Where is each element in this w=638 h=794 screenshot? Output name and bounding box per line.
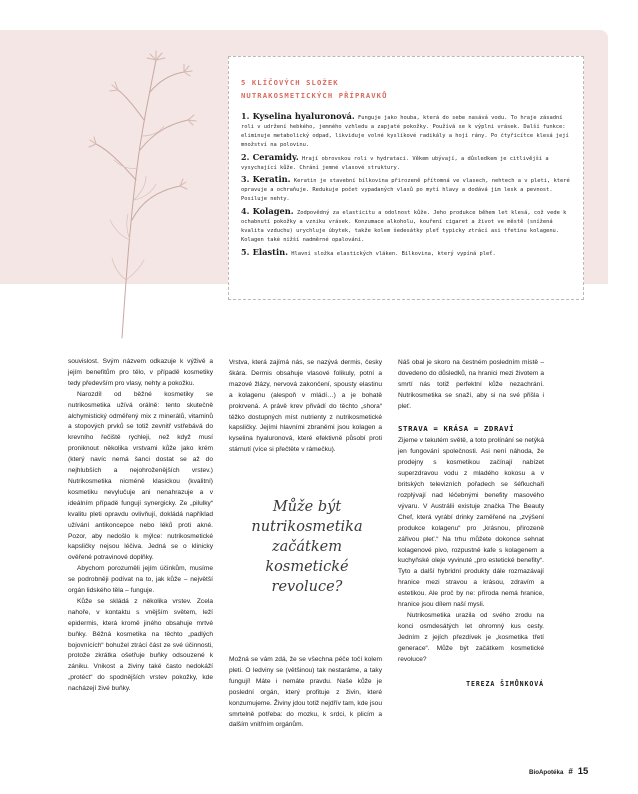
article-column-3: [398, 358, 544, 690]
paragraph: Zijeme v tekutém světě, a toto prolínání se netýká jen fungování společnosti. Asi není náhoda, že prodejny s kosmetikou začínají nabízet superzdravou vodu z mladého kokosu a v britských televizních pořadech se šéfkuchaři rozplývají nad léčebnými benefity masového vývaru. V Austrálii existuje značka The Beauty Chef, která vyrábí drinky zaměřené na „zvýšení produkce kolagenu“ pro „krásnou, přirozeně zářivou pleť.“ Na trhu můžete dokonce sehnat kolagenové pivo, rozpustné kafe s kolagenem a kuchyňské oleje vyvinuté „pro estetické benefity“. Tyto a další hybridní produkty dále rozmazávají hranice mezi stravou a krásou, zdravím a estetikou. Ale proč by ne: příroda nemá hranice, hranice jsou dílem naší mysli.: [398, 437, 544, 609]
ingredient-item: 5. Elastin. Hlavní složka elastických vláken. Bílkovina, který vypíná pleť.: [241, 246, 496, 257]
paragraph: souvislost. Svým názvem odkazuje k výživě a jejím benefitům pro tělo, v případě kosmetiky tedy především pro vlasy, nehty a pokožku.: [68, 358, 213, 387]
paragraph: Možná se vám zdá, že se všechna péče točí kolem pleti. O ledviny se (většinou) tak nestaráme, a taky fungují! Máte i nemáte pravdu. Naše kůže je poslední orgán, který profituje z živin, které konzumujeme. Živiny jdou totiž nejdřív tam, kde jsou smrtelně potřeba: do mozku, k srdci, k plicím a dalším vnitřním orgánům.: [229, 656, 382, 729]
ingredient-item: 2. Ceramidy. Hrají obrovskou roli v hydrataci. Věkem ubývají, a důsledkem je citlivější a vysychající kůže. Chrání jemné vlasové struktury.: [241, 151, 549, 171]
paragraph: Kůže se skládá z několika vrstev. Zcela nahoře, v kontaktu s vnějším světem, leží epidermis, která kromě jiného obsahuje mrtvé buňky. Běžná kosmetika na těchto „padlých bojovnících“ bohužel ztrácí část ze své účinnosti, protože zkrátka ošetřuje buňky odsouzené k zániku. Vnikost a živiny také často nedokáží „protéct“ do spodnějších vrstev pokožky, kde nacházejí živé buňky.: [68, 597, 213, 693]
ingredient-item: 3. Keratin. Keratin je stavební bílkovina přirozeně přítomná ve vlasech, nehtech a v pleti, které opravuje a ochraňuje. Redukuje počet vypadaných vlasů po mytí hlavy a dodává jim lesk a pevnost. Posiluje nehty.: [241, 174, 570, 203]
botanical-illustration-icon: [60, 40, 240, 340]
pull-quote: Může být nutrikosmetika začátkem kosmetické revoluce?: [251, 499, 363, 595]
page-footer: [529, 766, 588, 777]
paragraph: Abychom porozuměli jejím účinkům, musíme se podrobněji podívat na to, jak kůže – největší orgán lidského těla – funguje.: [68, 565, 213, 595]
paragraph: Vrstva, která zajímá nás, se nazývá dermis, česky škára. Dermis obsahuje vlasové folikuly, potní a mazové žlázy, nervová zakončení, spousty elastinu a kolagenu (alespoň v mládí…) a je bohatě prokrvená. A právě krev přivádí do těchto „shora“ těžko dostupných míst nutrienty z nutrikosmetické kapsličky. Jejími hlavními zbraněmi jsou kolagen a kyselina hyaluronová, které efektivně působí proti stárnutí (více si přečtěte v rámečku).: [229, 359, 382, 454]
ingredient-item: 4. Kolagen. Zodpovědný za elasticitu a odolnost kůže. Jeho produkce během let klesá, což vede k ochabnutí pokožky a vzniku vrásek. Konzumace alkoholu, kouření cigaret a život ve městě (snížená kvalita vzduchu) urychluje úbytek, takže kolem šedesátky pleť typicky ztrácí asi třetinu kolagenu. Kolagen také nižší nadměrné opalování.: [241, 206, 567, 243]
paragraph: Narozdíl od běžné kosmetiky se nutrikosmetika užívá orálně: tento skutečně alchymistický odměřený mix z minerálů, vitaminů a stopových prvků se totiž zevnitř vstřebává do krevního řečiště rychleji, než když musí proniknout několika vrstvami kůže jako krém (který navíc nemá šanci dostat se až do nejhlubších a nejohroženějších vrstev.) Nutrikosmetika nicméně klasickou (kvalitní) kosmetiku nevylučuje ani nenahrazuje a v ideálním případě fungují synergicky. Ze „pilulky“ kvalitu pleti opravdu ovlivňují, dokládá například užívání antikoncepce nebo léků proti akné. Pozor, aby nedošlo k mýlce: nutrikosmetické kapsličky nejsou léčiva. Jedná se o klinicky ověřené potravinové doplňky.: [68, 390, 213, 562]
magazine-name: BioApotéka: [529, 769, 564, 776]
page-number: 15: [577, 766, 589, 777]
sidebar-title: 5 KLÍČOVÝCH SLOŽEK NUTRAKOSMETICKÝCH PŘÍPRAVKŮ: [241, 78, 388, 100]
key-ingredients-sidebar: [228, 56, 584, 300]
author-byline: TEREZA ŠIMŮNKOVÁ: [466, 680, 544, 689]
footer-separator: #: [568, 767, 573, 776]
ingredient-item: 1. Kyselina hyaluronová. Funguje jako houba, která do sebe nasává vodu. To hraje zásadní roli v udržení hebkého, jemného vzhledu a zapjaté pokožky. Používá se k výplni vrásek. Další funkce: eliminuje metabolický odpad, likviduje volné kyslíkové radikály a hojí rány. Po čtyřicítce klesá její množství na polovinu.: [241, 111, 569, 148]
article-column-2-bottom: [229, 655, 382, 731]
paragraph: Nutrikosmetika urazila od svého zrodu na konci osmdesátých let ohromný kus cesty. Jedním z jejích přezdívek je „kosmetika třetí generace“. Může být začátkem kosmetické revoluce?: [398, 611, 544, 663]
paragraph: Náš obal je skoro na čestném posledním místě – dovedeno do důsledků, na hranici mezi životem a smrtí nás totiž perfektní kůže nezachrání. Nutrikosmetika se snaží, aby si na své přišla i pleť.: [398, 359, 544, 410]
article-column-1: [68, 357, 213, 695]
section-heading: STRAVA = KRÁSA = ZDRAVÍ: [398, 423, 515, 433]
article-column-2-top: [229, 358, 382, 456]
